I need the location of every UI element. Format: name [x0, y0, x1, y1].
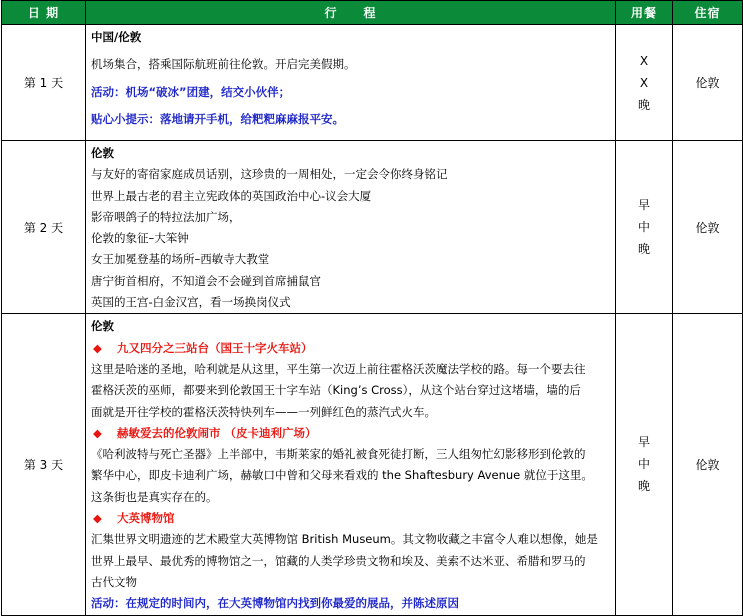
activity-text: 活动：机场“破冰”团建，结交小伙伴； [91, 84, 291, 99]
day-label: 第 1 天 [2, 25, 86, 141]
stay-cell: 伦敦 [673, 314, 743, 615]
meal-breakfast: X [639, 53, 649, 68]
itinerary-line: 女王加冕登基的场所–西敏寺大教堂 [91, 252, 270, 267]
section-line: 面就是开往学校的霍格沃茨特快列车——一列鲜红色的蒸汽式火车。 [91, 404, 436, 419]
header-meal: 用餐 [616, 1, 673, 25]
day-row [2, 314, 743, 615]
meal-cell [616, 25, 673, 141]
section-line: 霍格沃茨的巫师，都要来到伦敦国王十字车站（King’s Cross），从这个站台穿过这堵墙，墙的后 [91, 383, 581, 398]
section-line: 汇集世界文明遗迹的艺术殿堂大英博物馆 British Museum。其文物收藏之丰富令人难以想像，她是 [91, 532, 598, 547]
itinerary-cell [86, 141, 616, 314]
itinerary-line: 英国的王宫-白金汉宫，看一场换岗仪式 [91, 295, 291, 310]
meal-dinner: 晚 [637, 242, 650, 257]
day-title: 伦敦 [91, 146, 114, 160]
meal-cell [616, 314, 673, 615]
section-line: 这条街也是真实存在的。 [91, 489, 218, 504]
itinerary-line: 伦敦的象征–大笨钟 [91, 231, 189, 246]
itinerary-line: 世界上最古老的君主立宪政体的英国政治中心-议会大厦 [91, 188, 372, 203]
day-row [2, 141, 743, 314]
diamond-bullet-icon: ◆ [93, 425, 102, 440]
diamond-bullet-icon: ◆ [93, 340, 102, 355]
tip-text: 贴心小提示：落地请开手机，给粑粑麻麻报平安。 [91, 111, 344, 126]
itinerary-line: 与友好的寄宿家庭成员话别，这珍贵的一周相处，一定会令你终身铭记 [91, 167, 448, 182]
section-line: 繁华中心，即皮卡迪利广场，赫敏口中曾和父母来看戏的 the Shaftesbury Avenue 就位于这里。 [91, 468, 593, 483]
meal-lunch: X [639, 75, 649, 90]
meal-cell [616, 141, 673, 314]
header-row [2, 1, 743, 25]
section-heading: ◆ 九又四分之三站台（国王十字火车站） [91, 338, 613, 359]
itinerary-cell [86, 25, 616, 141]
meal-breakfast: 早 [637, 198, 650, 213]
day-label: 第 2 天 [2, 141, 86, 314]
day-title: 中国/伦敦 [91, 30, 142, 44]
activity-text: 活动：在规定的时间内，在大英博物馆内找到你最爱的展品，并陈述原因 [91, 596, 459, 611]
meal-dinner: 晚 [637, 479, 650, 494]
header-itinerary: 行 程 [86, 1, 616, 25]
itinerary-table [1, 0, 743, 616]
section-heading: ◆ 大英博物馆 [91, 508, 613, 529]
meal-dinner: 晚 [637, 97, 650, 112]
itinerary-text: 机场集合，搭乘国际航班前往伦敦。开启完美假期。 [91, 57, 356, 72]
diamond-bullet-icon: ◆ [93, 511, 102, 526]
header-date: 日 期 [2, 1, 86, 25]
stay-cell: 伦敦 [673, 141, 743, 314]
itinerary-line: 影帝喂鸽子的特拉法加广场， [91, 209, 241, 224]
meal-lunch: 中 [637, 457, 650, 472]
itinerary-line: 唐宁街首相府，不知道会不会碰到首席捕鼠官 [91, 273, 321, 288]
meal-lunch: 中 [637, 220, 650, 235]
stay-cell: 伦敦 [673, 25, 743, 141]
meal-breakfast: 早 [637, 435, 650, 450]
header-stay: 住宿 [673, 1, 743, 25]
day-label: 第 3 天 [2, 314, 86, 615]
itinerary-cell [86, 314, 616, 615]
section-line: 这里是哈迷的圣地，哈利就是从这里，平生第一次迈上前往霍格沃茨魔法学校的路。每一个要去往 [91, 361, 586, 376]
day-row [2, 25, 743, 141]
section-line: 《哈利波特与死亡圣器》上半部中，韦斯莱家的婚礼被食死徒打断，三人组匆忙幻影移形到伦敦的 [91, 447, 586, 462]
section-line: 世界上最早、最优秀的博物馆之一，馆藏的人类学珍贵文物和埃及、美索不达米亚、希腊和罗马的 [91, 553, 586, 568]
day-title: 伦敦 [91, 319, 114, 334]
section-heading: ◆ 赫敏爱去的伦敦闹市 （皮卡迪利广场） [91, 423, 613, 444]
section-line: 古代文物 [91, 574, 137, 589]
